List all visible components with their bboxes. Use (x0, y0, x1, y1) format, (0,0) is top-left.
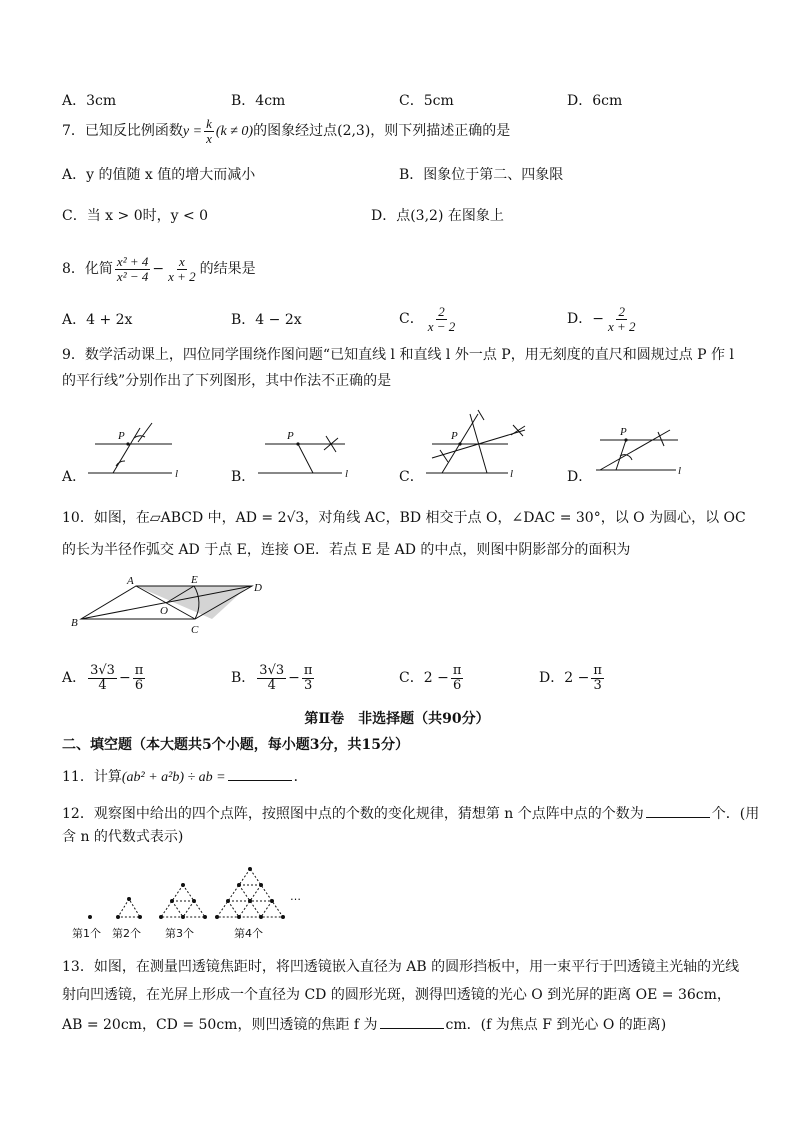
q10-d-num: π (593, 662, 602, 678)
q12-line1-pre: 12．观察图中给出的四个点阵，按照图中点的个数的变化规律，猜想第 n 个点阵中点的个数为 (62, 806, 644, 822)
q9-c-label-l: l (510, 468, 514, 480)
q7-option-b: B．图象位于第二、四象限 (399, 167, 564, 183)
q12-caption-4: 第4个 (234, 927, 263, 940)
q12-pattern-2 (116, 897, 142, 919)
q12-caption-2: 第2个 (112, 927, 141, 940)
q8-c-label: C． (399, 311, 424, 327)
q8-c-num: 2 (438, 303, 445, 319)
q11-post: ． (293, 769, 308, 785)
q10-d-den: 3 (593, 677, 602, 693)
q13-line2: 射向凹透镜，在光屏上形成一个直径为 CD 的圆形光斑，测得凹透镜的光心 O 到光屏的距离 OE = 36cm， (62, 987, 731, 1003)
q13-line3-post: cm．(f 为焦点 F 到光心 O 的距离) (445, 1017, 667, 1033)
q8-stem-pre: 8．化简 (62, 261, 113, 277)
q10-line2: 的长为半径作弧交 AD 于点 E，连接 OE．若点 E 是 AD 的中点，则图中阴影部分的面积为 (62, 542, 631, 558)
q12-pattern-4 (215, 867, 285, 919)
q6-option-c: C．5cm (399, 93, 454, 109)
q9-d-label-p: P (620, 426, 627, 438)
q10-label-a: A (127, 575, 134, 587)
q8-f2-den: x + 2 (168, 268, 196, 284)
q12-caption-1: 第1个 (72, 927, 101, 940)
q9-d-label-l: l (678, 465, 682, 477)
q10-b-den2: 3 (303, 677, 313, 693)
q9-option-b: B． (231, 469, 256, 485)
q8-f1-den: x² − 4 (116, 268, 149, 284)
q10-c-num: π (452, 662, 462, 678)
q6-option-a: A．3cm (62, 93, 117, 109)
q7-func-den: x (206, 130, 212, 146)
q9-option-d: D． (567, 469, 593, 485)
q8-option-b: B．4 − 2x (231, 312, 302, 328)
q12-pattern-3 (159, 883, 207, 919)
part2-title: 第Ⅱ卷 非选择题（共90分） (304, 711, 490, 727)
q11-expr: (ab² + a²b) ÷ ab = (121, 770, 226, 785)
q9-a-label-l: l (175, 468, 179, 480)
q7-func-num: k (206, 115, 212, 131)
section2-title: 二、填空题（本大题共5个小题，每小题3分，共15分） (62, 737, 409, 753)
q9-c-label-p: P (451, 430, 458, 442)
q10-label-b: B (71, 617, 78, 629)
q10-label-e: E (191, 574, 198, 586)
q10-a-label: A． (62, 670, 87, 686)
q10-label-d: D (254, 582, 262, 594)
q8-f2-num: x (178, 253, 185, 269)
q13-line1: 13．如图，在测量凹透镜焦距时，将凹透镜嵌入直径为 AB 的圆形挡板中，用一束平行于凹透镜主光轴的光线 (62, 959, 740, 975)
q11-pre: 11．计算 (62, 769, 122, 785)
q10-a-minus: − (118, 670, 131, 686)
q9-line2: 的平行线”分别作出了下列图形，其中作法不正确的是 (62, 373, 392, 389)
q8-minus: − (152, 261, 165, 277)
q10-b-label: B． (231, 670, 256, 686)
q7-stem-pre: 7．已知反比例函数 (62, 123, 183, 139)
q12-p1-dot (88, 915, 92, 919)
q6-option-d: D．6cm (567, 93, 623, 109)
q6-option-b: B．4cm (231, 93, 286, 109)
q10-a-den2: 6 (134, 677, 144, 693)
q8-d-den: x + 2 (607, 318, 636, 334)
q10-d-label: D．2 − (539, 670, 590, 686)
q12-line2: 含 n 的代数式表示) (62, 829, 184, 845)
q9-option-a: A． (62, 469, 87, 485)
q8-option-a: A．4 + 2x (62, 312, 133, 328)
q10-c-label: C．2 − (399, 670, 449, 686)
q8-stem-post: 的结果是 (199, 261, 256, 277)
q10-b-minus: − (288, 670, 300, 686)
q10-b-den: 4 (267, 677, 276, 693)
q8-f1-num: x² + 4 (116, 253, 149, 269)
q8-d-num: 2 (618, 303, 625, 319)
q10-line1: 10．如图，在▱ABCD 中，AD = 2√3，对角线 AC，BD 相交于点 O，∠DAC = 30°，以 O 为圆心，以 OC (62, 510, 746, 526)
q10-a-num2: π (134, 662, 144, 678)
q12-ellipsis: … (290, 890, 301, 903)
q7-option-c: C．当 x > 0时，y < 0 (62, 208, 209, 224)
q9-b-label-l: l (345, 468, 349, 480)
q10-c-den: 6 (452, 677, 462, 693)
q7-option-a: A．y 的值随 x 值的增大而减小 (62, 167, 256, 183)
q8-d-label: D．− (567, 311, 604, 327)
q10-b-num2: π (303, 662, 313, 678)
q10-a-num: 3√3 (90, 662, 115, 678)
q10-label-o: O (160, 605, 168, 617)
q13-answer-blank[interactable] (380, 1014, 444, 1029)
q13-line3 (62, 1014, 666, 1034)
q10-a-den: 4 (98, 677, 107, 693)
q12-caption-3: 第3个 (165, 927, 194, 940)
q9-option-c: C． (399, 469, 424, 485)
q10-b-num: 3√3 (259, 662, 285, 678)
q9-b-label-p: P (287, 430, 294, 442)
q7-func-lhs: y = (182, 124, 203, 139)
q7-func-cond: (k ≠ 0) (215, 124, 254, 139)
q12-line1-post: 个．(用 (711, 806, 760, 822)
q8-c-den: x − 2 (427, 318, 456, 334)
q7-stem-post: 的图象经过点(2,3)，则下列描述正确的是 (253, 123, 511, 139)
q7-option-d: D．点(3,2) 在图象上 (371, 208, 504, 224)
q13-line3-pre: AB = 20cm，CD = 50cm，则凹透镜的焦距 f 为 (62, 1017, 378, 1033)
q10-label-c: C (191, 624, 199, 636)
q9-a-label-p: P (118, 430, 125, 442)
q9-line1: 9．数学活动课上，四位同学围绕作图问题“已知直线 l 和直线 l 外一点 P，用无刻度的直尺和圆规过点 P 作 l (62, 347, 734, 363)
